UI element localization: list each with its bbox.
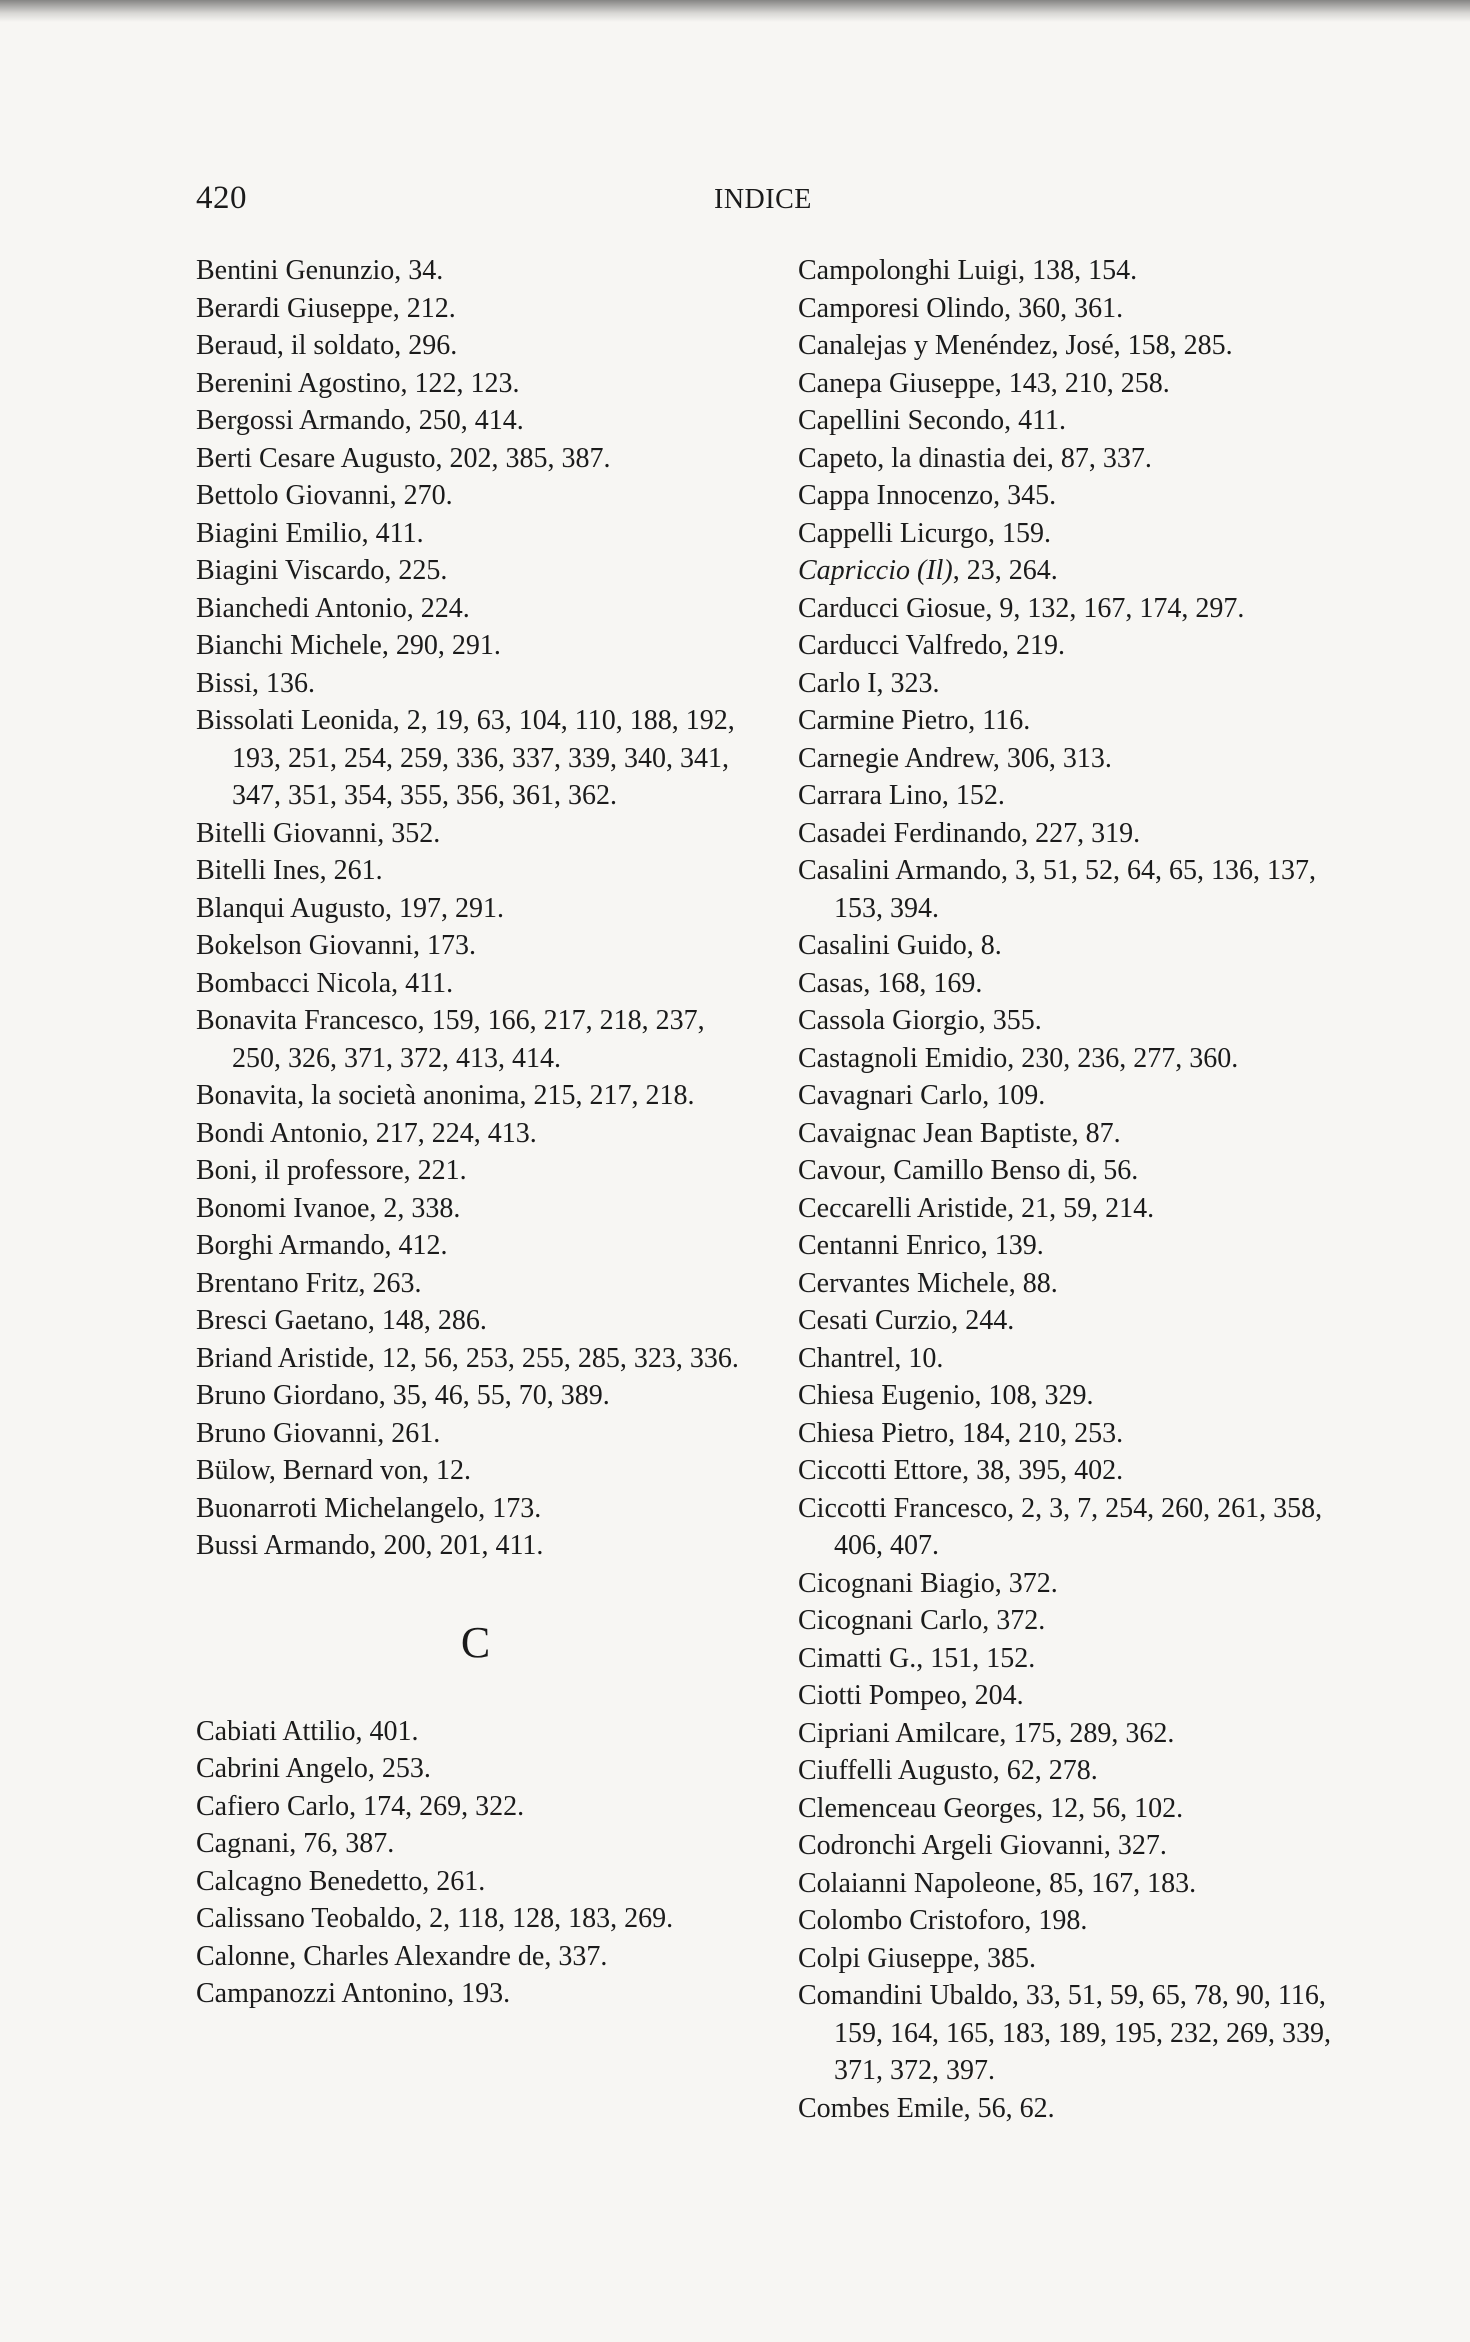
index-entry: Cappelli Licurgo, 159. [798,517,1051,549]
index-entry: Ciuffelli Augusto, 62, 278. [798,1755,1098,1786]
index-entry: Canalejas y Menéndez, José, 158, 285. [798,330,1233,361]
index-entry: Campolonghi Luigi, 138, 154. [798,255,1138,286]
running-title: INDICE [714,184,812,215]
index-entry: Buonarroti Michelangelo, 173. [196,1492,542,1524]
index-entry: Cavagnari Carlo, 109. [798,1080,1046,1111]
index-entry: Carrara Lino, 152. [798,780,1005,811]
index-entry: Chantrel, 10. [798,1342,944,1374]
index-entry: Cipriani Amilcare, 175, 289, 362. [798,1717,1175,1749]
index-entry: Bianchedi Antonio, 224. [196,592,470,624]
index-entry: Casas, 168, 169. [798,967,983,999]
index-entry: Carducci Giosue, 9, 132, 167, 174, 297. [798,592,1245,624]
index-entry: Combes Emile, 56, 62. [798,2092,1055,2124]
index-entry: Bettolo Giovanni, 270. [196,480,453,511]
index-entry: Ciccotti Ettore, 38, 395, 402. [798,1455,1124,1486]
index-entry: Berti Cesare Augusto, 202, 385, 387. [196,442,611,474]
index-entry: Cicognani Biagio, 372. [798,1567,1058,1599]
index-entry: Chiesa Pietro, 184, 210, 253. [798,1417,1124,1449]
index-entry: Capriccio (Il), 23, 264. [798,555,1058,586]
index-entry: Campanozzi Antonino, 193. [196,1978,511,2009]
index-entry: Colaianni Napoleone, 85, 167, 183. [798,1867,1197,1899]
index-entry: Cesati Curzio, 244. [798,1305,1015,1336]
index-entry: Camporesi Olindo, 360, 361. [798,292,1124,324]
index-entry: Bonomi Ivanoe, 2, 338. [196,1192,461,1224]
index-entry: Codronchi Argeli Giovanni, 327. [798,1830,1167,1861]
index-entry: Berenini Agostino, 122, 123. [196,367,520,399]
index-entry: Brentano Fritz, 263. [196,1267,422,1299]
index-entry: Colpi Giuseppe, 385. [798,1942,1036,1974]
index-entry: Berardi Giuseppe, 212. [196,292,456,324]
index-column-left [196,252,756,2013]
index-entry: Bombacci Nicola, 411. [196,967,454,999]
index-entry: Cafiero Carlo, 174, 269, 322. [196,1790,525,1822]
index-entry: Carducci Valfredo, 219. [798,630,1065,661]
index-entry: Carmine Pietro, 116. [798,705,1031,736]
index-entry: Biagini Viscardo, 225. [196,555,448,586]
index-entry: Bonavita, la società anonima, 215, 217, 218. [196,1080,695,1111]
index-entry: Briand Aristide, 12, 56, 253, 255, 285, 323, 336. [196,1342,739,1374]
index-entry: Centanni Enrico, 139. [798,1230,1044,1261]
scan-shadow-edge [0,0,1470,22]
index-entry: Cagnani, 76, 387. [196,1828,395,1859]
index-entry: Clemenceau Georges, 12, 56, 102. [798,1792,1184,1824]
index-entry: Bokelson Giovanni, 173. [196,930,476,961]
index-entries-b [196,252,756,1565]
index-entry: Cavour, Camillo Benso di, 56. [798,1155,1139,1186]
index-entry: Bruno Giordano, 35, 46, 55, 70, 389. [196,1380,610,1411]
index-entry: Cervantes Michele, 88. [798,1267,1058,1299]
index-entry: Cavaignac Jean Baptiste, 87. [798,1117,1121,1149]
index-entry: Bussi Armando, 200, 201, 411. [196,1530,544,1561]
index-entry: Bissolati Leonida, 2, 19, 63, 104, 110, 188, 192, 193, 251, 254, 259, 336, 337, 339, 340, 341, 347, 351, 354, 355, 356, 361, 362. [196,705,735,811]
index-entry: Cappa Innocenzo, 345. [798,480,1057,511]
index-entry: Boni, il professore, 221. [196,1155,467,1186]
section-letter: C [460,1617,492,1667]
index-entry: Bergossi Armando, 250, 414. [196,405,524,436]
index-entry: Capellini Secondo, 411. [798,405,1067,436]
index-entry: Ciccotti Francesco, 2, 3, 7, 254, 260, 261, 358, 406, 407. [798,1492,1323,1561]
index-entry: Bülow, Bernard von, 12. [196,1455,472,1486]
index-column-right [798,252,1358,2127]
index-entry: Bissi, 136. [196,667,316,699]
index-entry: Bruno Giovanni, 261. [196,1417,441,1449]
index-entry: Casadei Ferdinando, 227, 319. [798,817,1141,849]
index-entry: Calonne, Charles Alexandre de, 337. [196,1940,608,1972]
index-entry: Colombo Cristoforo, 198. [798,1905,1088,1936]
index-entry: Ceccarelli Aristide, 21, 59, 214. [798,1192,1155,1224]
index-entry: Cabiati Attilio, 401. [196,1715,419,1747]
index-entry: Chiesa Eugenio, 108, 329. [798,1380,1094,1411]
index-entry: Comandini Ubaldo, 33, 51, 59, 65, 78, 90, 116, 159, 164, 165, 183, 189, 195, 232, 269, 339, 371, 372, 397. [798,1980,1331,2086]
index-entries-c [196,1713,756,2013]
index-entry: Ciotti Pompeo, 204. [798,1680,1024,1711]
index-entry: Bianchi Michele, 290, 291. [196,630,501,661]
index-entry: Castagnoli Emidio, 230, 236, 277, 360. [798,1042,1239,1074]
index-entry: Canepa Giuseppe, 143, 210, 258. [798,367,1170,399]
index-entry: Calcagno Benedetto, 261. [196,1865,486,1897]
index-entry: Bentini Genunzio, 34. [196,255,444,286]
index-entry: Biagini Emilio, 411. [196,517,424,549]
index-entry: Cicognani Carlo, 372. [798,1605,1046,1636]
page-number: 420 [196,180,247,216]
index-entry: Cassola Giorgio, 355. [798,1005,1042,1036]
index-entry: Bresci Gaetano, 148, 286. [196,1305,487,1336]
index-entry: Bitelli Giovanni, 352. [196,817,441,849]
index-entry: Beraud, il soldato, 296. [196,330,458,361]
index-entry: Borghi Armando, 412. [196,1230,448,1261]
index-entry: Casalini Armando, 3, 51, 52, 64, 65, 136, 137, 153, 394. [798,855,1316,924]
index-entry: Carnegie Andrew, 306, 313. [798,742,1112,774]
index-entry: Capeto, la dinastia dei, 87, 337. [798,442,1152,474]
index-entry: Bondi Antonio, 217, 224, 413. [196,1117,537,1149]
index-entry: Calissano Teobaldo, 2, 118, 128, 183, 269. [196,1903,674,1934]
index-entry: Casalini Guido, 8. [798,930,1002,961]
index-entry: Bonavita Francesco, 159, 166, 217, 218, 237, 250, 326, 371, 372, 413, 414. [196,1005,705,1074]
index-entry: Bitelli Ines, 261. [196,855,383,886]
index-entry: Cabrini Angelo, 253. [196,1753,431,1784]
index-entry: Carlo I, 323. [798,667,940,699]
index-entry: Cimatti G., 151, 152. [798,1642,1036,1674]
index-entry: Blanqui Augusto, 197, 291. [196,892,505,924]
